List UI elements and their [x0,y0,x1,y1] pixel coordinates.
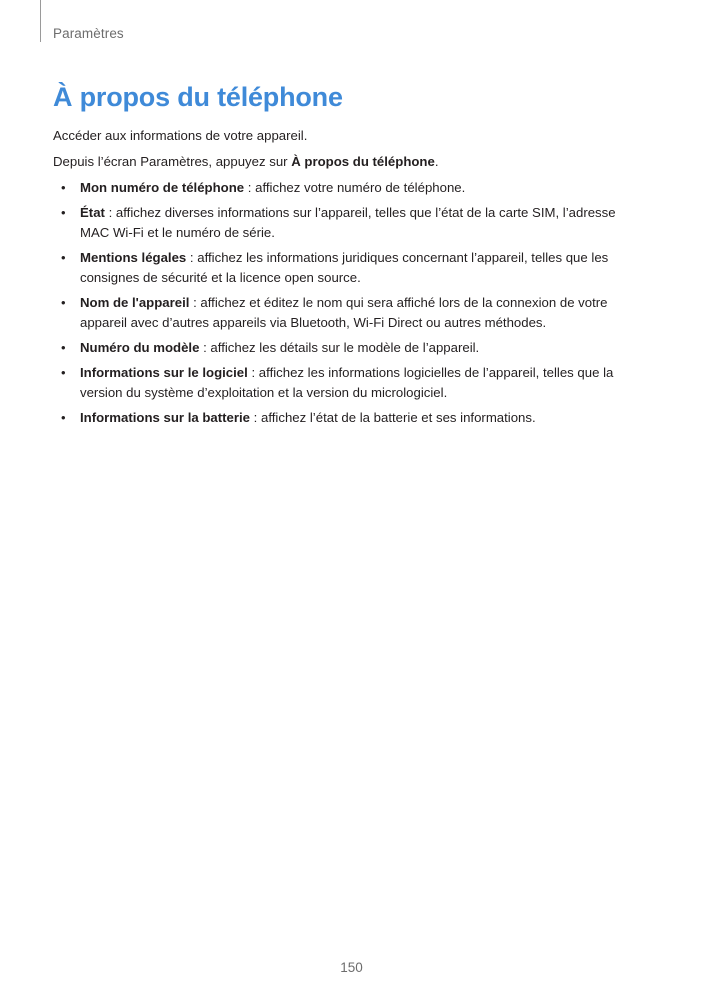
list-item [53,248,648,288]
header-divider [40,0,41,42]
instruction-suffix: . [434,154,439,169]
instruction-text [53,152,648,172]
item-text: : affichez diverses informations sur l’appareil, telles que l’état de la carte SIM, l’adresse MAC Wi-Fi et le numéro de série. [80,205,616,240]
bullet-icon: • [61,410,66,425]
bullet-icon: • [61,180,66,195]
list-item [53,178,648,198]
item-text: : affichez et éditez le nom qui sera affiché lors de la connexion de votre appareil avec d’autres appareils via Bluetooth, Wi-Fi Direct ou autres méthodes. [80,295,608,330]
list-item [53,338,648,358]
list-item [53,203,648,243]
page-number: 150 [340,960,363,975]
item-text: : affichez les détails sur le modèle de l’appareil. [199,340,480,355]
bullet-icon: • [61,205,66,220]
instruction-bold: À propos du téléphone [291,154,435,169]
page-title: À propos du téléphone [53,82,343,112]
item-term: Numéro du modèle [80,340,200,355]
content-body [53,126,648,433]
list-item [53,408,648,428]
intro-text: Accéder aux informations de votre appareil. [53,128,308,143]
item-term: Informations sur le logiciel [80,365,248,380]
bullet-icon: • [61,340,66,355]
bullet-icon: • [61,250,66,265]
bullet-icon: • [61,365,66,380]
bullet-icon: • [61,295,66,310]
section-label: Paramètres [53,26,124,41]
list-item [53,363,648,403]
item-term: Nom de l'appareil [80,295,190,310]
list-item [53,293,648,333]
info-list [53,178,648,428]
item-term: Mon numéro de téléphone [80,180,245,195]
item-term: Mentions légales [80,250,187,265]
item-text: : affichez les informations juridiques concernant l’appareil, telles que les consignes de sécurité et la licence open source. [80,250,609,285]
item-text: : affichez l’état de la batterie et ses informations. [250,410,536,425]
item-text: : affichez les informations logicielles de l’appareil, telles que la version du système d’exploitation et la version du micrologiciel. [80,365,614,400]
item-term: Informations sur la batterie [80,410,251,425]
item-term: État [80,205,105,220]
item-text: : affichez votre numéro de téléphone. [244,180,466,195]
instruction-prefix: Depuis l’écran Paramètres, appuyez sur [53,154,292,169]
